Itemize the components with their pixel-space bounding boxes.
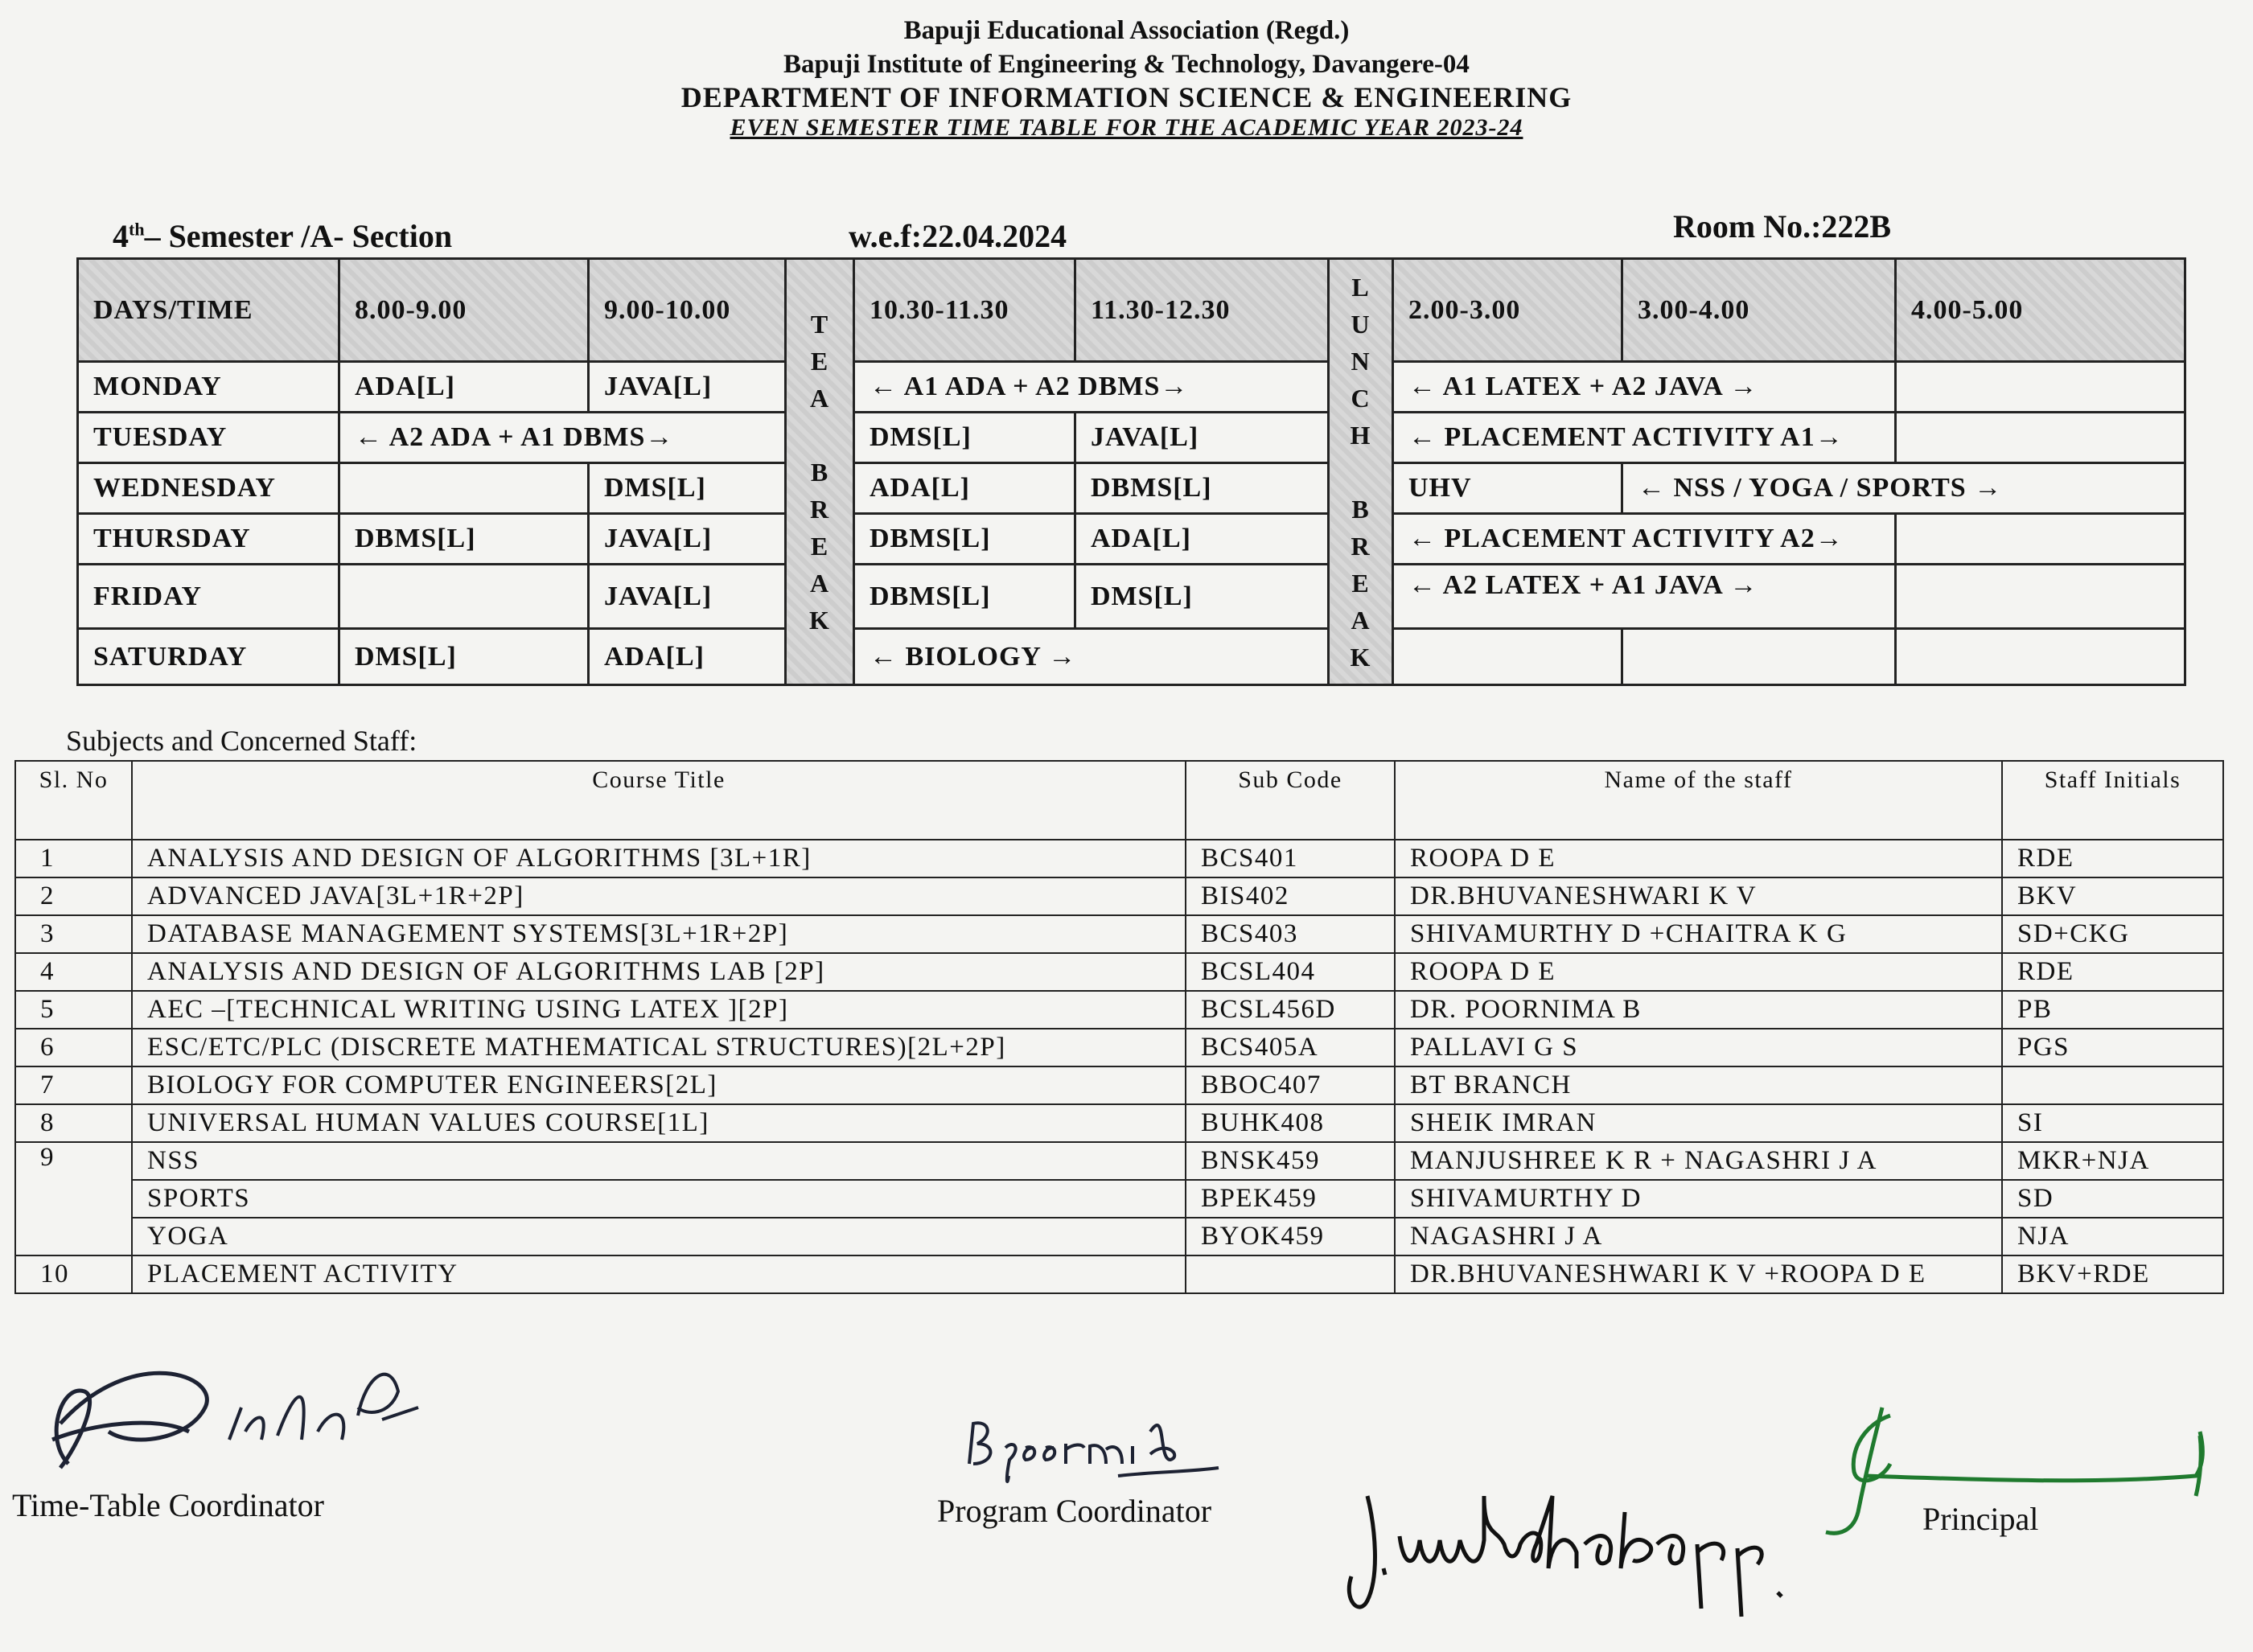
sub-code: BNSK459: [1186, 1142, 1395, 1180]
staff-initials: PGS: [2002, 1029, 2223, 1066]
activity-cell: ← PLACEMENT ACTIVITY A2→: [1393, 514, 1896, 565]
tea-break-column: T E A B R E A K: [786, 259, 854, 685]
course-title: YOGA: [132, 1218, 1186, 1255]
timetable-row-tuesday: [78, 413, 2185, 463]
class-cell: [1896, 514, 2185, 565]
course-title: ANALYSIS AND DESIGN OF ALGORITHMS LAB [2P]: [132, 953, 1186, 991]
table-row: [15, 1104, 2223, 1142]
sub-code: BIS402: [1186, 877, 1395, 915]
class-cell: JAVA[L]: [589, 514, 786, 565]
time-slot-header: 2.00-3.00: [1393, 259, 1622, 362]
course-title: AEC –[TECHNICAL WRITING USING LATEX ][2P]: [132, 991, 1186, 1029]
class-cell: DBMS[L]: [854, 514, 1075, 565]
staff-name: DR. POORNIMA B: [1395, 991, 2002, 1029]
table-row: [15, 1255, 2223, 1293]
class-cell: DBMS[L]: [1075, 463, 1329, 514]
course-title: SPORTS: [132, 1180, 1186, 1218]
day-label: SATURDAY: [78, 629, 339, 685]
staff-name: ROOPA D E: [1395, 840, 2002, 877]
timetable-title: EVEN SEMESTER TIME TABLE FOR THE ACADEMIC YEAR 2023-24: [730, 114, 1523, 141]
staff-name: BT BRANCH: [1395, 1066, 2002, 1104]
sub-code: [1186, 1255, 1395, 1293]
tt-coordinator-signature-icon: [12, 1327, 430, 1488]
semester-section: [113, 217, 452, 255]
sub-code: BYOK459: [1186, 1218, 1395, 1255]
class-cell: [1896, 629, 2185, 685]
course-title: ANALYSIS AND DESIGN OF ALGORITHMS [3L+1R]: [132, 840, 1186, 877]
sub-code: BCS401: [1186, 840, 1395, 877]
staff-name: DR.BHUVANESHWARI K V +ROOPA D E: [1395, 1255, 2002, 1293]
class-cell: ADA[L]: [589, 629, 786, 685]
class-cell: DMS[L]: [589, 463, 786, 514]
time-slot-header: 3.00-4.00: [1622, 259, 1896, 362]
department-name: DEPARTMENT OF INFORMATION SCIENCE & ENGINEERING: [680, 81, 1573, 113]
timetable-row-wednesday: [78, 463, 2185, 514]
class-cell: JAVA[L]: [1075, 413, 1329, 463]
sl-no: 7: [15, 1066, 132, 1104]
class-cell: [1393, 629, 1622, 685]
subjects-caption: Subjects and Concerned Staff:: [66, 725, 417, 757]
sub-code: BBOC407: [1186, 1066, 1395, 1104]
class-cell: ADA[L]: [1075, 514, 1329, 565]
sl-no: 10: [15, 1255, 132, 1293]
class-cell: UHV: [1393, 463, 1622, 514]
subjects-header-row: [15, 761, 2223, 840]
lab-cell: ← A2 ADA + A1 DBMS→: [339, 413, 786, 463]
staff-initials: NJA: [2002, 1218, 2223, 1255]
staff-initials: BKV+RDE: [2002, 1255, 2223, 1293]
table-row: [15, 915, 2223, 953]
semester-number: 4: [113, 218, 129, 254]
staff-initials: RDE: [2002, 840, 2223, 877]
class-cell: [1896, 362, 2185, 413]
principal-label: Principal: [1922, 1501, 2039, 1537]
room-number: Room No.:222B: [1673, 208, 1892, 245]
class-cell: [1622, 629, 1896, 685]
course-title: NSS: [132, 1142, 1186, 1180]
day-label: TUESDAY: [78, 413, 339, 463]
table-row: [15, 840, 2223, 877]
sub-code: BPEK459: [1186, 1180, 1395, 1218]
table-row: [15, 1180, 2223, 1218]
association-name: Bapuji Educational Association (Regd.): [903, 16, 1350, 45]
sl-no: 6: [15, 1029, 132, 1066]
staff-name: SHEIK IMRAN: [1395, 1104, 2002, 1142]
lunch-break-column: L U N C H B R E A K: [1329, 259, 1393, 685]
sl-no: 8: [15, 1104, 132, 1142]
class-cell: [339, 463, 589, 514]
class-cell: [1896, 565, 2185, 629]
time-slot-header: 8.00-9.00: [339, 259, 589, 362]
institute-name: Bapuji Institute of Engineering & Technology, Davangere-04: [783, 50, 1470, 79]
course-title: PLACEMENT ACTIVITY: [132, 1255, 1186, 1293]
sl-no: 1: [15, 840, 132, 877]
staff-name-header: Name of the staff: [1395, 761, 2002, 840]
sl-no: 4: [15, 953, 132, 991]
table-row: [15, 953, 2223, 991]
subjects-table: [14, 760, 2224, 1294]
sl-no: 2: [15, 877, 132, 915]
staff-initials: RDE: [2002, 953, 2223, 991]
table-row: [15, 991, 2223, 1029]
staff-name: DR.BHUVANESHWARI K V: [1395, 877, 2002, 915]
class-cell: JAVA[L]: [589, 362, 786, 413]
class-cell: DMS[L]: [1075, 565, 1329, 629]
time-slot-header: 9.00-10.00: [589, 259, 786, 362]
day-label: THURSDAY: [78, 514, 339, 565]
course-title-header: Course Title: [132, 761, 1186, 840]
class-cell: JAVA[L]: [589, 565, 786, 629]
class-cell: DMS[L]: [339, 629, 589, 685]
timetable-header-row: [78, 259, 2185, 362]
sub-code: BCSL404: [1186, 953, 1395, 991]
sub-code-header: Sub Code: [1186, 761, 1395, 840]
staff-name: ROOPA D E: [1395, 953, 2002, 991]
days-time-header: DAYS/TIME: [78, 259, 339, 362]
staff-name: SHIVAMURTHY D +CHAITRA K G: [1395, 915, 2002, 953]
course-title: UNIVERSAL HUMAN VALUES COURSE[1L]: [132, 1104, 1186, 1142]
class-cell: DBMS[L]: [854, 565, 1075, 629]
time-slot-header: 4.00-5.00: [1896, 259, 2185, 362]
staff-initials: BKV: [2002, 877, 2223, 915]
class-cell: ADA[L]: [854, 463, 1075, 514]
table-row: [15, 1066, 2223, 1104]
sl-no-header: Sl. No: [15, 761, 132, 840]
staff-name: SHIVAMURTHY D: [1395, 1180, 2002, 1218]
timetable-row-saturday: [78, 629, 2185, 685]
sub-code: BCS405A: [1186, 1029, 1395, 1066]
activity-cell: ← PLACEMENT ACTIVITY A1→: [1393, 413, 1896, 463]
lab-cell: ← A2 LATEX + A1 JAVA →: [1393, 565, 1896, 629]
tt-coordinator-label: Time-Table Coordinator: [12, 1487, 324, 1523]
staff-name: NAGASHRI J A: [1395, 1218, 2002, 1255]
course-title: ADVANCED JAVA[3L+1R+2P]: [132, 877, 1186, 915]
time-slot-header: 11.30-12.30: [1075, 259, 1329, 362]
class-cell: DMS[L]: [854, 413, 1075, 463]
time-slot-header: 10.30-11.30: [854, 259, 1075, 362]
staff-name: MANJUSHREE K R + NAGASHRI J A: [1395, 1142, 2002, 1180]
staff-initials: SI: [2002, 1104, 2223, 1142]
program-coordinator-label: Program Coordinator: [937, 1493, 1212, 1529]
staff-initials: [2002, 1066, 2223, 1104]
activity-cell: ← BIOLOGY →: [854, 629, 1329, 685]
staff-initials: SD: [2002, 1180, 2223, 1218]
sl-no: 5: [15, 991, 132, 1029]
class-cell: ADA[L]: [339, 362, 589, 413]
table-row: [15, 1218, 2223, 1255]
sl-no: 3: [15, 915, 132, 953]
timetable-row-monday: [78, 362, 2185, 413]
class-cell: [1896, 413, 2185, 463]
lab-cell: ← A1 LATEX + A2 JAVA →: [1393, 362, 1896, 413]
staff-name: PALLAVI G S: [1395, 1029, 2002, 1066]
timetable: [76, 257, 2186, 686]
staff-initials: MKR+NJA: [2002, 1142, 2223, 1180]
class-cell: [339, 565, 589, 629]
course-title: DATABASE MANAGEMENT SYSTEMS[3L+1R+2P]: [132, 915, 1186, 953]
semester-section-text: – Semester /A- Section: [144, 218, 453, 254]
semester-suffix: th: [129, 219, 145, 240]
sub-code: BCSL456D: [1186, 991, 1395, 1029]
sl-no: 9: [15, 1142, 132, 1255]
lab-cell: ← A1 ADA + A2 DBMS→: [854, 362, 1329, 413]
table-row: [15, 1029, 2223, 1066]
sub-code: BUHK408: [1186, 1104, 1395, 1142]
course-title: BIOLOGY FOR COMPUTER ENGINEERS[2L]: [132, 1066, 1186, 1104]
staff-initials: PB: [2002, 991, 2223, 1029]
day-label: MONDAY: [78, 362, 339, 413]
staff-initials-header: Staff Initials: [2002, 761, 2223, 840]
course-title: ESC/ETC/PLC (DISCRETE MATHEMATICAL STRUCTURES)[2L+2P]: [132, 1029, 1186, 1066]
table-row: [15, 877, 2223, 915]
sub-code: BCS403: [1186, 915, 1395, 953]
timetable-row-thursday: [78, 514, 2185, 565]
program-coordinator-signature-icon: [957, 1399, 1223, 1488]
day-label: FRIDAY: [78, 565, 339, 629]
staff-initials: SD+CKG: [2002, 915, 2223, 953]
timetable-row-friday: [78, 565, 2185, 629]
effective-date: w.e.f:22.04.2024: [849, 218, 1067, 254]
table-row: [15, 1142, 2223, 1180]
class-cell: DBMS[L]: [339, 514, 589, 565]
day-label: WEDNESDAY: [78, 463, 339, 514]
activity-cell: ← NSS / YOGA / SPORTS →: [1622, 463, 2185, 514]
